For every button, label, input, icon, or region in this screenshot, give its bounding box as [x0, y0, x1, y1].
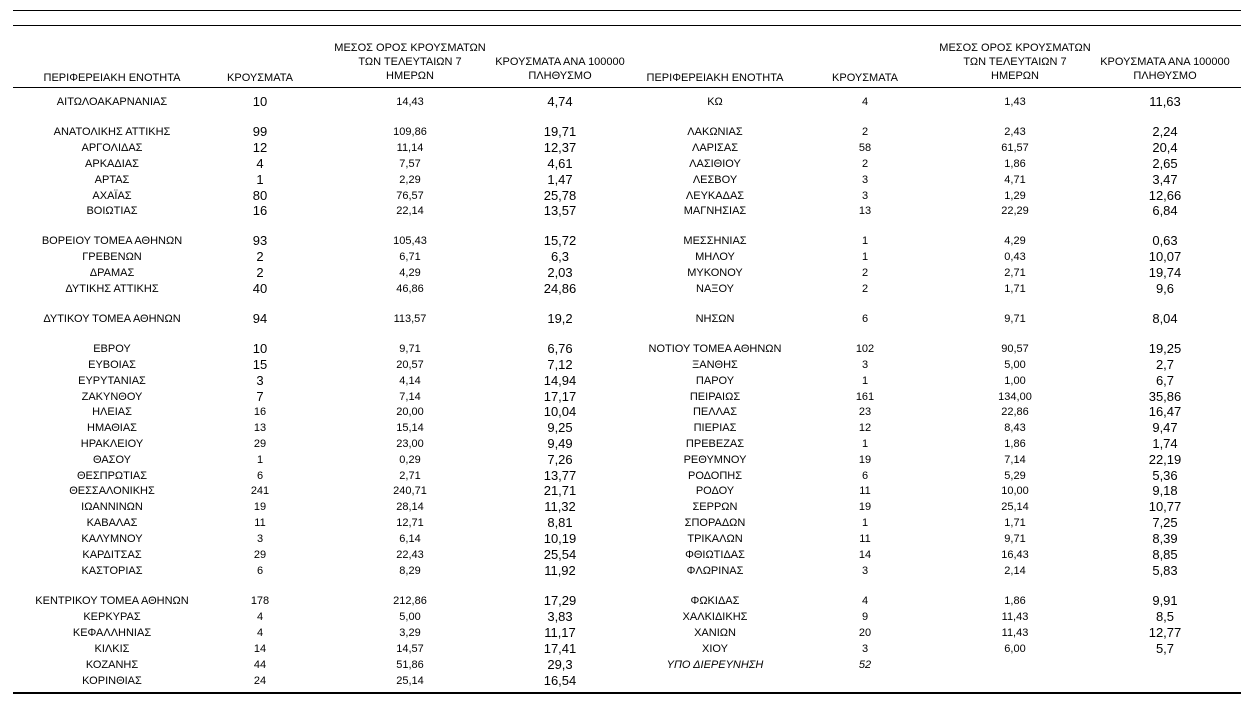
bottom-rule: [13, 692, 1241, 694]
right-row-18-cases: 12: [858, 422, 872, 434]
left-row-5-name: ΑΡΤΑΣ: [94, 174, 130, 186]
left-row-22-avg: 240,71: [393, 485, 427, 497]
right-row-26-cases: 14: [858, 549, 872, 561]
left-row-11-per100k: 24,86: [543, 281, 577, 296]
left-row-26-cases: 29: [253, 549, 267, 561]
right-header-region: ΠΕΡΙΦΕΡΕΙΑΚΗ ΕΝΟΤΗΤΑ: [646, 72, 784, 84]
right-row-18-name: ΠΙΕΡΙΑΣ: [693, 422, 737, 434]
right-row-6-name: ΛΕΥΚΑΔΑΣ: [685, 190, 745, 202]
left-row-22-cases: 241: [250, 485, 270, 497]
left-row-27-name: ΚΑΣΤΟΡΙΑΣ: [81, 565, 143, 577]
right-row-18-avg: 8,43: [1004, 422, 1026, 434]
right-row-15-avg: 1,00: [1004, 375, 1026, 387]
left-row-15-cases: 3: [256, 373, 264, 388]
right-row-2-cases: 2: [861, 126, 869, 138]
left-row-13-per100k: 6,76: [547, 341, 573, 356]
right-row-24-name: ΣΠΟΡΑΔΩΝ: [684, 517, 746, 529]
right-row-3-cases: 58: [858, 142, 872, 154]
right-row-26-per100k: 8,85: [1152, 547, 1178, 562]
right-row-19-per100k: 1,74: [1152, 436, 1178, 451]
left-row-30-cases: 4: [256, 627, 264, 639]
right-row-13-name: ΝΟΤΙΟΥ ΤΟΜΕΑ ΑΘΗΝΩΝ: [648, 343, 782, 355]
right-row-19-avg: 1,86: [1004, 438, 1026, 450]
right-row-26-avg: 16,43: [1001, 549, 1029, 561]
right-row-7-per100k: 6,84: [1152, 203, 1178, 218]
left-row-21-cases: 6: [256, 470, 264, 482]
right-row-6-cases: 3: [861, 190, 869, 202]
left-header-avg: [330, 41, 490, 83]
right-row-21-avg: 5,29: [1004, 470, 1026, 482]
right-row-32-cases: 52: [858, 659, 872, 671]
right-row-11-per100k: 9,6: [1155, 281, 1175, 296]
right-row-10-avg: 2,71: [1004, 267, 1026, 279]
left-row-20-cases: 1: [256, 454, 264, 466]
right-row-25-cases: 11: [859, 533, 871, 545]
top-rule: [13, 10, 1241, 11]
right-row-22-avg: 10,00: [1001, 485, 1029, 497]
left-row-28-per100k: 17,29: [543, 593, 577, 608]
left-row-32-per100k: 29,3: [547, 657, 573, 672]
right-row-20-name: ΡΕΘΥΜΝΟΥ: [683, 454, 747, 466]
right-row-21-per100k: 5,36: [1152, 468, 1178, 483]
right-row-2-avg: 2,43: [1004, 126, 1026, 138]
left-row-13-avg: 9,71: [399, 343, 421, 355]
right-row-9-avg: 0,43: [1004, 251, 1026, 263]
left-row-4-avg: 7,57: [399, 158, 421, 170]
left-row-32-cases: 44: [253, 659, 267, 671]
right-row-1-name: ΚΩ: [707, 96, 723, 108]
left-row-19-per100k: 9,49: [547, 436, 573, 451]
left-row-25-cases: 3: [256, 533, 264, 545]
right-row-13-cases: 102: [855, 343, 875, 355]
right-row-8-per100k: 0,63: [1152, 233, 1178, 248]
left-row-14-cases: 15: [252, 357, 268, 372]
right-row-12-cases: 6: [861, 313, 869, 325]
left-row-9-name: ΓΡΕΒΕΝΩΝ: [82, 251, 142, 263]
right-row-12-name: ΝΗΣΩΝ: [695, 313, 735, 325]
right-row-5-cases: 3: [861, 174, 869, 186]
right-row-14-cases: 3: [861, 359, 869, 371]
header-top-rule: [13, 25, 1241, 26]
left-row-12-avg: 113,57: [393, 313, 427, 325]
left-row-1-name: ΑΙΤΩΛΟΑΚΑΡΝΑΝΙΑΣ: [56, 96, 168, 108]
left-row-6-per100k: 25,78: [543, 188, 577, 203]
left-row-15-per100k: 14,94: [543, 373, 577, 388]
left-row-30-avg: 3,29: [399, 627, 421, 639]
left-row-4-name: ΑΡΚΑΔΙΑΣ: [85, 158, 139, 170]
left-row-18-avg: 15,14: [396, 422, 424, 434]
left-row-8-cases: 93: [252, 233, 268, 248]
right-row-6-per100k: 12,66: [1148, 188, 1182, 203]
left-row-12-name: ΔΥΤΙΚΟΥ ΤΟΜΕΑ ΑΘΗΝΩΝ: [43, 313, 181, 325]
left-header-per100k-line1: ΚΡΟΥΣΜΑΤΑ ΑΝΑ 100000: [495, 56, 625, 68]
left-row-22-name: ΘΕΣΣΑΛΟΝΙΚΗΣ: [69, 485, 155, 497]
right-row-3-name: ΛΑΡΙΣΑΣ: [691, 142, 738, 154]
left-row-16-avg: 7,14: [399, 391, 421, 403]
left-row-28-cases: 178: [250, 595, 270, 607]
left-header-avg-line2: ΤΩΝ ΤΕΛΕΥΤΑΙΩΝ 7: [358, 56, 462, 68]
left-row-29-per100k: 3,83: [547, 609, 573, 624]
left-row-31-avg: 14,57: [396, 643, 424, 655]
left-row-29-cases: 4: [256, 611, 264, 623]
left-row-22-per100k: 21,71: [543, 483, 577, 498]
left-row-25-per100k: 10,19: [543, 531, 577, 546]
right-row-29-cases: 9: [861, 611, 869, 623]
right-row-2-per100k: 2,24: [1152, 124, 1178, 139]
right-row-5-per100k: 3,47: [1152, 172, 1178, 187]
right-row-23-cases: 19: [858, 501, 872, 513]
right-row-10-name: ΜΥΚΟΝΟΥ: [687, 267, 743, 279]
left-row-7-avg: 22,14: [396, 205, 424, 217]
right-row-14-per100k: 2,7: [1155, 357, 1175, 372]
right-row-5-avg: 4,71: [1004, 174, 1026, 186]
right-row-19-name: ΠΡΕΒΕΖΑΣ: [685, 438, 745, 450]
right-row-27-avg: 2,14: [1004, 565, 1026, 577]
left-row-17-avg: 20,00: [396, 406, 424, 418]
right-row-20-per100k: 22,19: [1148, 452, 1182, 467]
right-row-15-per100k: 6,7: [1155, 373, 1175, 388]
right-row-31-per100k: 5,7: [1155, 641, 1175, 656]
left-row-8-per100k: 15,72: [543, 233, 577, 248]
left-row-33-avg: 25,14: [396, 675, 424, 687]
right-header-avg: [935, 41, 1095, 83]
left-row-6-name: ΑΧΑΪΑΣ: [92, 190, 132, 202]
left-row-24-name: ΚΑΒΑΛΑΣ: [86, 517, 138, 529]
right-row-1-per100k: 11,63: [1149, 94, 1181, 109]
left-row-11-cases: 40: [252, 281, 268, 296]
left-header-per100k: [480, 55, 640, 83]
right-row-9-per100k: 10,07: [1148, 249, 1182, 264]
left-row-18-name: ΗΜΑΘΙΑΣ: [87, 422, 137, 434]
right-row-22-name: ΡΟΔΟΥ: [695, 485, 735, 497]
right-row-11-name: ΝΑΞΟΥ: [696, 283, 734, 295]
left-row-1-per100k: 4,74: [547, 94, 573, 109]
right-row-7-name: ΜΑΓΝΗΣΙΑΣ: [683, 205, 747, 217]
right-row-13-per100k: 19,25: [1148, 341, 1182, 356]
right-row-17-cases: 23: [858, 406, 872, 418]
right-row-4-name: ΛΑΣΙΘΙΟΥ: [689, 158, 741, 170]
right-row-19-cases: 1: [861, 438, 869, 450]
right-row-17-name: ΠΕΛΛΑΣ: [692, 406, 738, 418]
right-row-1-cases: 4: [861, 96, 869, 108]
right-row-13-avg: 90,57: [1001, 343, 1029, 355]
right-row-8-avg: 4,29: [1004, 235, 1026, 247]
left-row-16-per100k: 17,17: [543, 389, 577, 404]
left-row-21-name: ΘΕΣΠΡΩΤΙΑΣ: [76, 470, 148, 482]
right-row-12-avg: 9,71: [1004, 313, 1026, 325]
left-row-20-per100k: 7,26: [547, 452, 573, 467]
left-row-3-name: ΑΡΓΟΛΙΔΑΣ: [81, 142, 143, 154]
left-row-16-name: ΖΑΚΥΝΘΟΥ: [81, 391, 143, 403]
right-row-30-avg: 11,43: [1001, 627, 1029, 639]
left-row-13-cases: 10: [252, 341, 268, 356]
left-row-12-cases: 94: [252, 311, 268, 326]
right-header-cases: ΚΡΟΥΣΜΑΤΑ: [832, 72, 898, 84]
right-row-25-name: ΤΡΙΚΑΛΩΝ: [687, 533, 743, 545]
right-row-1-avg: 1,43: [1004, 96, 1026, 108]
left-header-cases: ΚΡΟΥΣΜΑΤΑ: [227, 72, 293, 84]
left-row-7-per100k: 13,57: [543, 203, 577, 218]
right-header-per100k: [1085, 55, 1245, 83]
right-row-21-cases: 6: [861, 470, 869, 482]
left-row-11-name: ΔΥΤΙΚΗΣ ΑΤΤΙΚΗΣ: [65, 283, 159, 295]
right-row-4-cases: 2: [861, 158, 869, 170]
left-row-23-name: ΙΩΑΝΝΙΝΩΝ: [81, 501, 143, 513]
right-row-31-avg: 6,00: [1004, 643, 1026, 655]
left-row-26-avg: 22,43: [396, 549, 424, 561]
left-row-10-cases: 2: [256, 265, 264, 280]
right-row-11-avg: 1,71: [1004, 283, 1026, 295]
right-row-15-cases: 1: [861, 375, 869, 387]
right-row-27-per100k: 5,83: [1152, 563, 1178, 578]
left-row-15-name: ΕΥΡΥΤΑΝΙΑΣ: [78, 375, 146, 387]
left-row-31-name: ΚΙΛΚΙΣ: [94, 643, 130, 655]
right-row-27-cases: 3: [861, 565, 869, 577]
left-row-1-cases: 10: [252, 94, 268, 109]
right-row-29-per100k: 8,5: [1155, 609, 1175, 624]
right-header-per100k-line2: ΠΛΗΘΥΣΜΟ: [1133, 70, 1197, 82]
left-row-20-name: ΘΑΣΟΥ: [92, 454, 132, 466]
left-row-9-per100k: 6,3: [550, 249, 570, 264]
left-row-25-name: ΚΑΛΥΜΝΟΥ: [81, 533, 143, 545]
right-row-26-name: ΦΘΙΩΤΙΔΑΣ: [685, 549, 745, 561]
right-row-30-name: ΧΑΝΙΩΝ: [694, 627, 736, 639]
right-row-16-cases: 161: [855, 391, 875, 403]
left-row-5-avg: 2,29: [399, 174, 421, 186]
left-row-29-avg: 5,00: [399, 611, 421, 623]
right-row-14-avg: 5,00: [1004, 359, 1026, 371]
left-row-11-avg: 46,86: [396, 283, 424, 295]
right-row-21-name: ΡΟΔΟΠΗΣ: [687, 470, 743, 482]
left-header-avg-line3: ΗΜΕΡΩΝ: [386, 70, 434, 82]
right-row-11-cases: 2: [861, 283, 869, 295]
left-row-10-avg: 4,29: [399, 267, 421, 279]
left-row-2-name: ΑΝΑΤΟΛΙΚΗΣ ΑΤΤΙΚΗΣ: [53, 126, 171, 138]
left-row-4-per100k: 4,61: [547, 156, 573, 171]
right-row-29-avg: 11,43: [1001, 611, 1029, 623]
right-row-22-per100k: 9,18: [1152, 483, 1178, 498]
right-row-28-cases: 4: [861, 595, 869, 607]
left-row-3-per100k: 12,37: [543, 140, 577, 155]
left-row-13-name: ΕΒΡΟΥ: [93, 343, 131, 355]
right-row-3-avg: 61,57: [1001, 142, 1029, 154]
right-row-17-avg: 22,86: [1001, 406, 1029, 418]
left-row-28-avg: 212,86: [393, 595, 427, 607]
right-row-4-per100k: 2,65: [1152, 156, 1178, 171]
left-row-29-name: ΚΕΡΚΥΡΑΣ: [83, 611, 141, 623]
left-row-9-cases: 2: [256, 249, 264, 264]
right-row-23-avg: 25,14: [1001, 501, 1029, 513]
left-row-27-avg: 8,29: [399, 565, 421, 577]
left-row-23-avg: 28,14: [396, 501, 424, 513]
left-row-10-per100k: 2,03: [547, 265, 573, 280]
left-row-17-cases: 16: [253, 406, 267, 418]
left-row-30-name: ΚΕΦΑΛΛΗΝΙΑΣ: [72, 627, 152, 639]
right-row-28-name: ΦΩΚΙΔΑΣ: [690, 595, 740, 607]
left-row-26-name: ΚΑΡΔΙΤΣΑΣ: [82, 549, 142, 561]
right-row-2-name: ΛΑΚΩΝΙΑΣ: [687, 126, 743, 138]
right-row-16-per100k: 35,86: [1148, 389, 1182, 404]
left-row-6-cases: 80: [252, 188, 268, 203]
left-row-3-cases: 12: [252, 140, 268, 155]
right-row-28-avg: 1,86: [1004, 595, 1026, 607]
right-row-5-name: ΛΕΣΒΟΥ: [692, 174, 738, 186]
left-row-6-avg: 76,57: [396, 190, 424, 202]
right-row-16-avg: 134,00: [998, 391, 1032, 403]
left-row-33-per100k: 16,54: [543, 673, 577, 688]
right-row-25-per100k: 8,39: [1152, 531, 1178, 546]
right-row-24-avg: 1,71: [1004, 517, 1026, 529]
right-row-20-avg: 7,14: [1004, 454, 1026, 466]
left-row-30-per100k: 11,17: [544, 625, 576, 640]
right-row-6-avg: 1,29: [1004, 190, 1026, 202]
left-row-3-avg: 11,14: [396, 142, 424, 154]
right-row-30-cases: 20: [858, 627, 872, 639]
right-row-23-name: ΣΕΡΡΩΝ: [692, 501, 738, 513]
left-row-20-avg: 0,29: [399, 454, 421, 466]
right-row-20-cases: 19: [858, 454, 872, 466]
right-header-avg-line3: ΗΜΕΡΩΝ: [991, 70, 1039, 82]
left-header-avg-line1: ΜΕΣΟΣ ΟΡΟΣ ΚΡΟΥΣΜΑΤΩΝ: [334, 42, 486, 54]
left-row-21-per100k: 13,77: [543, 468, 577, 483]
right-row-8-name: ΜΕΣΣΗΝΙΑΣ: [683, 235, 747, 247]
left-row-24-avg: 12,71: [396, 517, 424, 529]
right-row-18-per100k: 9,47: [1152, 420, 1178, 435]
right-row-27-name: ΦΛΩΡΙΝΑΣ: [686, 565, 744, 577]
right-row-25-avg: 9,71: [1004, 533, 1026, 545]
left-row-19-cases: 29: [253, 438, 267, 450]
header-bottom-rule: [13, 87, 1241, 88]
right-header-avg-line2: ΤΩΝ ΤΕΛΕΥΤΑΙΩΝ 7: [963, 56, 1067, 68]
left-row-14-per100k: 7,12: [547, 357, 573, 372]
right-header-per100k-line1: ΚΡΟΥΣΜΑΤΑ ΑΝΑ 100000: [1100, 56, 1230, 68]
right-row-9-name: ΜΗΛΟΥ: [695, 251, 735, 263]
right-row-23-per100k: 10,77: [1148, 499, 1182, 514]
left-row-2-per100k: 19,71: [543, 124, 577, 139]
left-row-24-cases: 11: [254, 517, 266, 529]
left-row-7-name: ΒΟΙΩΤΙΑΣ: [86, 205, 138, 217]
right-row-16-name: ΠΕΙΡΑΙΩΣ: [689, 391, 741, 403]
left-row-14-name: ΕΥΒΟΙΑΣ: [88, 359, 136, 371]
right-row-8-cases: 1: [861, 235, 869, 247]
right-row-29-name: ΧΑΛΚΙΔΙΚΗΣ: [682, 611, 748, 623]
right-row-7-avg: 22,29: [1001, 205, 1029, 217]
right-row-24-per100k: 7,25: [1152, 515, 1178, 530]
left-row-14-avg: 20,57: [396, 359, 424, 371]
left-row-31-cases: 14: [253, 643, 267, 655]
right-row-10-cases: 2: [861, 267, 869, 279]
left-row-2-cases: 99: [252, 124, 268, 139]
left-row-15-avg: 4,14: [399, 375, 421, 387]
left-row-19-name: ΗΡΑΚΛΕΙΟΥ: [80, 438, 144, 450]
left-row-25-avg: 6,14: [399, 533, 421, 545]
right-row-4-avg: 1,86: [1004, 158, 1026, 170]
left-row-16-cases: 7: [256, 389, 264, 404]
right-row-31-name: ΧΙΟΥ: [702, 643, 728, 655]
right-row-22-cases: 11: [859, 485, 871, 497]
left-row-32-avg: 51,86: [396, 659, 424, 671]
left-row-27-cases: 6: [256, 565, 264, 577]
right-row-12-per100k: 8,04: [1152, 311, 1178, 326]
left-row-12-per100k: 19,2: [547, 311, 573, 326]
right-row-3-per100k: 20,4: [1152, 140, 1178, 155]
left-row-33-cases: 24: [253, 675, 267, 687]
left-row-27-per100k: 11,92: [544, 563, 576, 578]
right-row-28-per100k: 9,91: [1152, 593, 1178, 608]
left-row-31-per100k: 17,41: [543, 641, 577, 656]
right-row-14-name: ΞΑΝΘΗΣ: [692, 359, 738, 371]
right-header-avg-line1: ΜΕΣΟΣ ΟΡΟΣ ΚΡΟΥΣΜΑΤΩΝ: [939, 42, 1091, 54]
left-row-33-name: ΚΟΡΙΝΘΙΑΣ: [82, 675, 142, 687]
left-row-10-name: ΔΡΑΜΑΣ: [89, 267, 135, 279]
left-row-18-cases: 13: [253, 422, 267, 434]
left-row-2-avg: 109,86: [393, 126, 427, 138]
left-row-24-per100k: 8,81: [547, 515, 573, 530]
left-row-23-cases: 19: [253, 501, 267, 513]
left-row-18-per100k: 9,25: [547, 420, 573, 435]
right-row-7-cases: 13: [858, 205, 872, 217]
right-row-24-cases: 1: [861, 517, 869, 529]
right-row-9-cases: 1: [861, 251, 869, 263]
right-row-17-per100k: 16,47: [1148, 404, 1182, 419]
left-row-1-avg: 14,43: [396, 96, 424, 108]
left-header-per100k-line2: ΠΛΗΘΥΣΜΟ: [528, 70, 592, 82]
left-header-region: ΠΕΡΙΦΕΡΕΙΑΚΗ ΕΝΟΤΗΤΑ: [43, 72, 181, 84]
left-row-19-avg: 23,00: [396, 438, 424, 450]
left-row-23-per100k: 11,32: [544, 499, 576, 514]
left-row-8-name: ΒΟΡΕΙΟΥ ΤΟΜΕΑ ΑΘΗΝΩΝ: [41, 235, 183, 247]
left-row-21-avg: 2,71: [399, 470, 421, 482]
right-row-32-name: ΥΠΟ ΔΙΕΡΕΥΝΗΣΗ: [666, 659, 764, 671]
right-row-15-name: ΠΑΡΟΥ: [695, 375, 735, 387]
left-row-17-per100k: 10,04: [543, 404, 577, 419]
left-row-26-per100k: 25,54: [543, 547, 577, 562]
left-row-5-per100k: 1,47: [547, 172, 573, 187]
left-row-9-avg: 6,71: [399, 251, 421, 263]
left-row-4-cases: 4: [256, 156, 264, 171]
left-row-32-name: ΚΟΖΑΝΗΣ: [85, 659, 139, 671]
left-row-5-cases: 1: [256, 172, 264, 187]
right-row-31-cases: 3: [861, 643, 869, 655]
right-row-10-per100k: 19,74: [1148, 265, 1182, 280]
right-row-30-per100k: 12,77: [1148, 625, 1182, 640]
left-row-17-name: ΗΛΕΙΑΣ: [92, 406, 132, 418]
left-row-8-avg: 105,43: [393, 235, 427, 247]
left-row-28-name: ΚΕΝΤΡΙΚΟΥ ΤΟΜΕΑ ΑΘΗΝΩΝ: [35, 595, 189, 607]
left-row-7-cases: 16: [252, 203, 268, 218]
